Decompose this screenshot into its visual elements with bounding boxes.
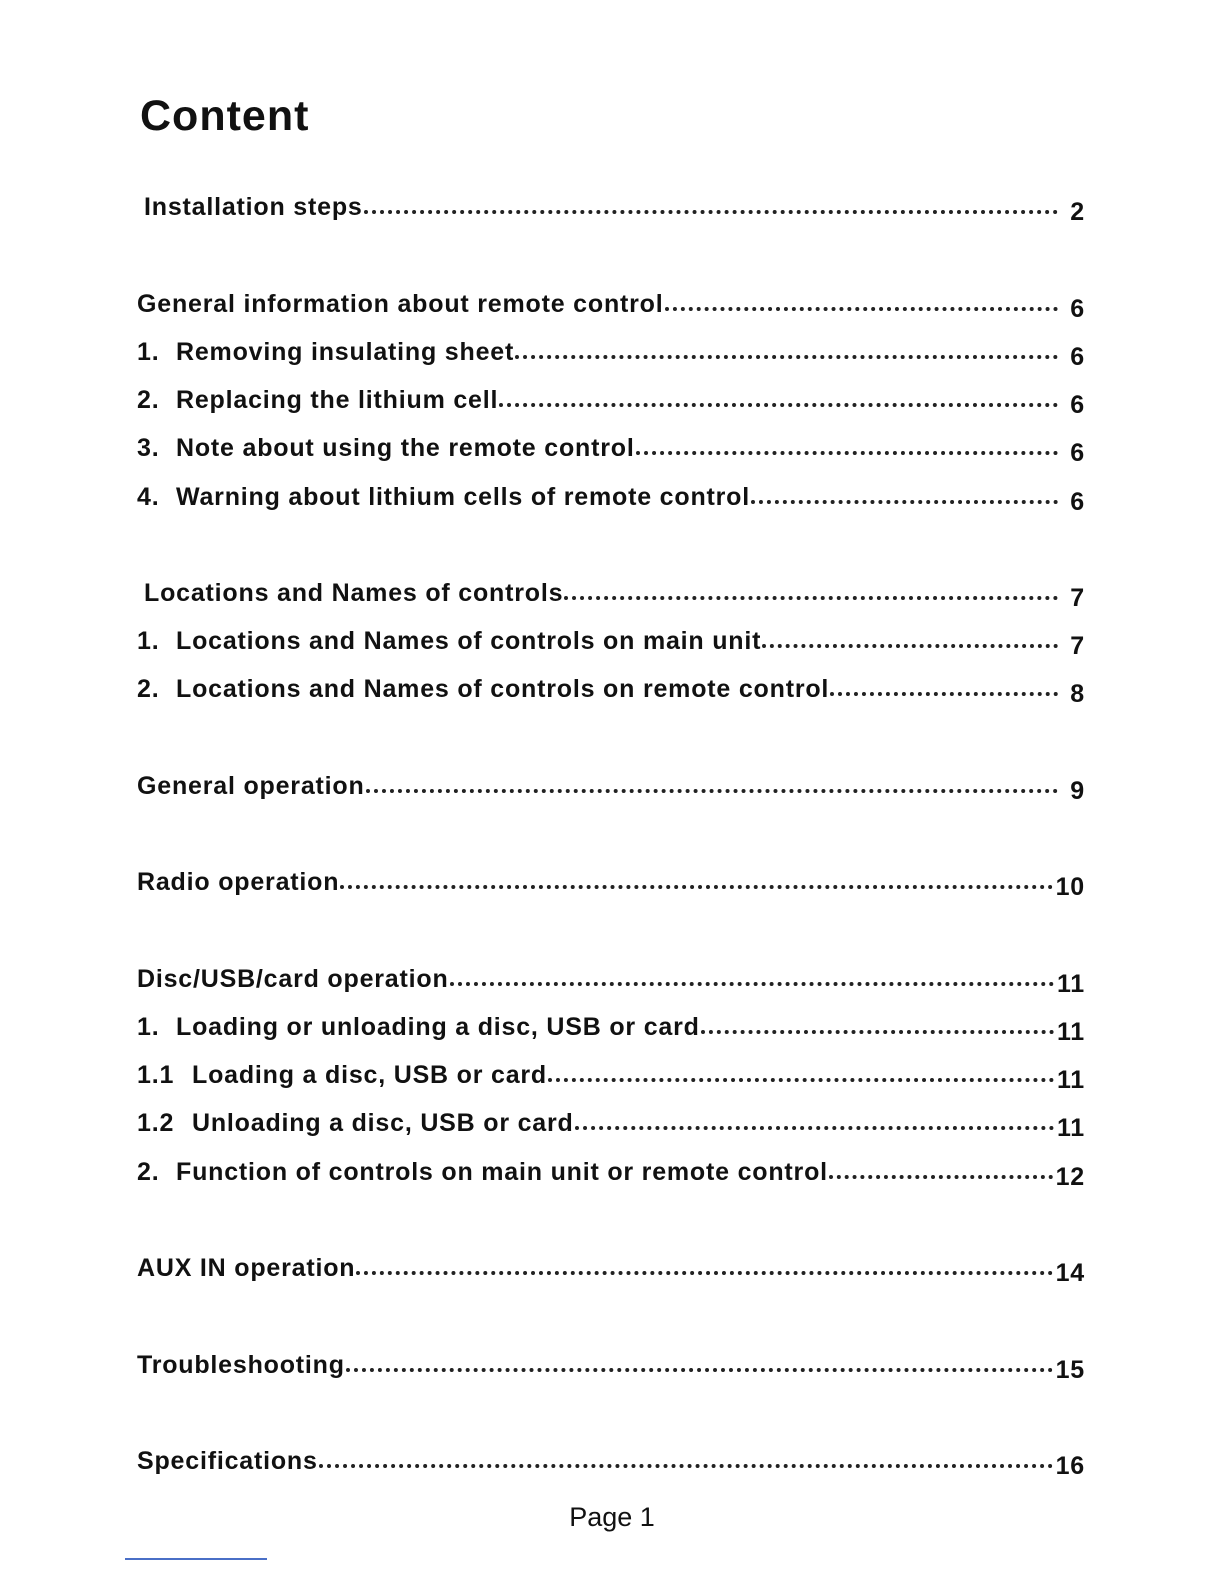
toc-entry-controls-remote-control[interactable] [137,670,1085,708]
dot-leader [364,210,1058,214]
toc-entry-label: Locations and Names of controls [144,579,564,607]
dot-leader [575,1126,1054,1130]
toc-entry-number: 1. [137,338,160,366]
toc-entry-label: Disc/USB/card operation [137,965,449,993]
dot-leader [830,692,1058,696]
toc-entry-page: 14 [1055,1259,1085,1287]
toc-entry-page: 2 [1070,198,1085,226]
toc-entry-radio-operation[interactable] [137,863,1085,901]
toc-entry-installation-steps[interactable] [144,188,1085,226]
toc-entry-number: 1. [137,627,160,655]
dot-leader [450,982,1054,986]
dot-leader [346,1368,1053,1372]
toc-entry-page: 6 [1070,343,1085,371]
toc-entry-label: Specifications [137,1447,318,1475]
toc-entry-number: 4. [137,483,160,511]
toc-entry-note-remote-control[interactable] [137,429,1085,467]
toc-entry-disc-usb-card-operation[interactable] [137,960,1085,998]
toc-entry-page: 10 [1055,873,1085,901]
dot-leader [636,451,1058,455]
toc-entry-loading-unloading[interactable] [137,1008,1085,1046]
toc-entry-page: 12 [1055,1163,1085,1191]
toc-entry-page: 6 [1070,391,1085,419]
toc-entry-number: 3. [137,434,160,462]
toc-entry-page: 6 [1070,295,1085,323]
toc-entry-page: 8 [1070,680,1085,708]
dot-leader [515,355,1058,359]
toc-entry-label: Locations and Names of controls on remote control [176,675,830,703]
footer-rule [125,1558,267,1560]
dot-leader [319,1464,1053,1468]
toc-entry-label: Loading a disc, USB or card [192,1061,547,1089]
dot-leader [762,644,1058,648]
dot-leader [665,307,1059,311]
toc-entry-page: 16 [1055,1452,1085,1480]
dot-leader [548,1078,1054,1082]
dot-leader [751,500,1058,504]
page-number: Page 1 [569,1502,655,1532]
toc-entry-label: Locations and Names of controls on main unit [176,627,762,655]
toc-entry-number: 1.2 [137,1109,175,1137]
toc-entry-removing-insulating-sheet[interactable] [137,333,1085,371]
toc-entry-label: General operation [137,772,365,800]
toc-entry-controls-main-unit[interactable] [137,622,1085,660]
toc-entry-label: Radio operation [137,868,340,896]
toc-entry-label: Function of controls on main unit or remote control [176,1158,828,1186]
dot-leader [701,1030,1054,1034]
table-of-contents [137,0,1085,1584]
toc-entry-warning-lithium-cells[interactable] [137,478,1085,516]
dot-leader [356,1271,1052,1275]
toc-entry-number: 2. [137,386,160,414]
toc-entry-label: Note about using the remote control [176,434,635,462]
dot-leader [499,403,1058,407]
toc-entry-page: 9 [1070,777,1085,805]
toc-entry-label: Troubleshooting [137,1351,345,1379]
toc-entry-number: 2. [137,675,160,703]
toc-entry-label: General information about remote control [137,290,664,318]
toc-entry-aux-in-operation[interactable] [137,1249,1085,1287]
toc-entry-page: 6 [1070,488,1085,516]
toc-entry-loading[interactable] [137,1056,1085,1094]
toc-entry-general-operation[interactable] [137,767,1085,805]
dot-leader [564,596,1058,600]
toc-entry-troubleshooting[interactable] [137,1346,1085,1384]
toc-entry-unloading[interactable] [137,1104,1085,1142]
toc-entry-label: Loading or unloading a disc, USB or card [176,1013,700,1041]
toc-entry-label: Replacing the lithium cell [176,386,499,414]
toc-entry-page: 6 [1070,439,1085,467]
toc-entry-number: 1. [137,1013,160,1041]
page-title: Content [140,92,310,140]
toc-entry-replacing-lithium-cell[interactable] [137,381,1085,419]
toc-entry-label: Removing insulating sheet [176,338,515,366]
toc-entry-remote-control-info[interactable] [137,285,1085,323]
toc-entry-label: AUX IN operation [137,1254,356,1282]
toc-entry-number: 1.1 [137,1061,175,1089]
toc-entry-label: Unloading a disc, USB or card [192,1109,574,1137]
toc-entry-page: 11 [1056,1066,1085,1094]
toc-entry-specifications[interactable] [137,1442,1085,1480]
dot-leader [829,1175,1053,1179]
toc-entry-label: Warning about lithium cells of remote control [176,483,750,511]
dot-leader [366,789,1058,793]
toc-entry-label: Installation steps [144,193,363,221]
toc-entry-page: 11 [1056,1114,1085,1142]
toc-entry-page: 15 [1055,1356,1085,1384]
toc-entry-function-of-controls[interactable] [137,1153,1085,1191]
dot-leader [340,885,1052,889]
toc-entry-page: 11 [1056,1018,1085,1046]
toc-entry-locations-names-controls[interactable] [144,574,1085,612]
toc-entry-page: 7 [1070,584,1085,612]
toc-entry-page: 11 [1056,970,1085,998]
toc-entry-page: 7 [1070,632,1085,660]
toc-entry-number: 2. [137,1158,160,1186]
